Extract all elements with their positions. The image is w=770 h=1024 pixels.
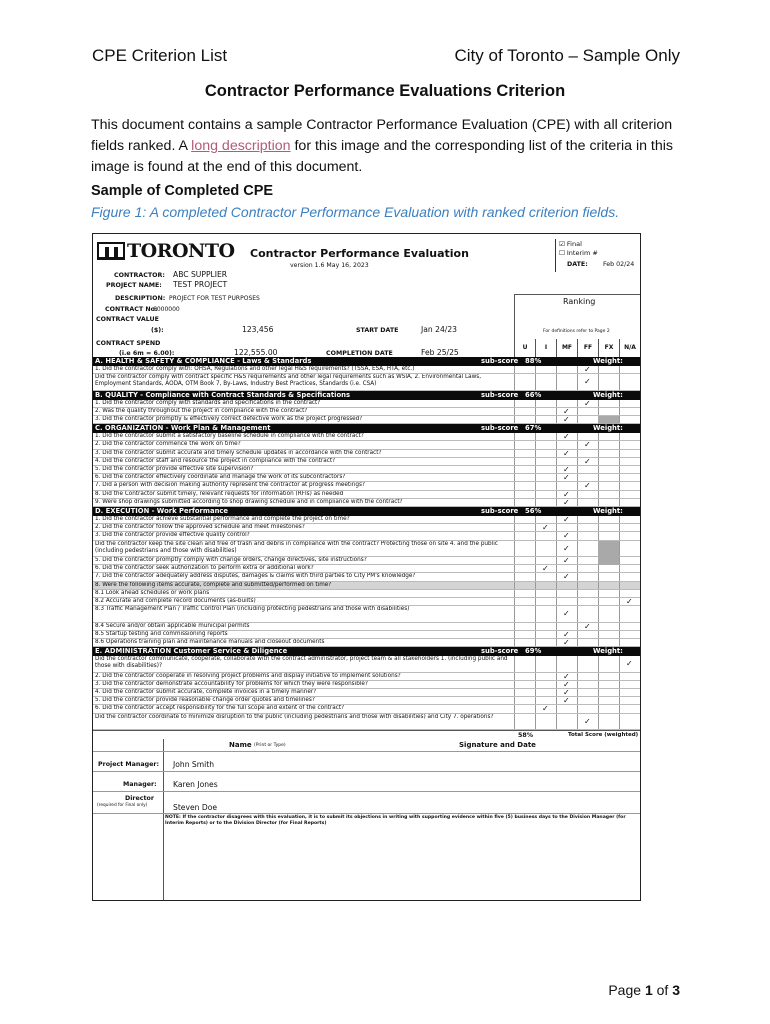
project-manager-label: Project Manager:: [98, 761, 160, 768]
completion-date-label: COMPLETION DATE: [326, 350, 393, 357]
director-sub: (required for Final only): [97, 803, 148, 808]
rank-column-header: FF: [577, 339, 598, 357]
check-icon: ✓: [563, 572, 570, 582]
criterion-row: 2. Did the contractor commence the work on time? ✓: [93, 441, 640, 449]
contract-no-label: CONTRACT No:: [105, 306, 158, 313]
check-icon: ✓: [626, 597, 633, 607]
check-icon: ✓: [542, 704, 549, 714]
criterion-row: Did the contractor keep the site clean and free of trash and debris in compliance with the contract? Protecting those on site 4. and the public (including pedestrians and those with disabilities) ✓: [93, 541, 640, 557]
ranking-box: [514, 294, 640, 339]
check-icon: ✓: [584, 440, 591, 450]
long-description-link[interactable]: long description: [191, 138, 291, 154]
form-version: version 1.6 May 16, 2023: [290, 262, 369, 269]
header-organization: City of Toronto – Sample Only: [454, 46, 680, 65]
contractor-label: CONTRACTOR:: [114, 272, 165, 279]
criterion-row: 8.1 Look ahead schedules or work plans: [93, 590, 640, 598]
check-icon: ✓: [584, 365, 591, 375]
check-icon: ✓: [563, 696, 570, 706]
contractor-value: ABC SUPPLIER: [173, 270, 228, 279]
project-manager-value: John Smith: [173, 760, 215, 769]
criterion-row: 3. Did the contractor submit accurate and timely schedule updates in accordance with the contract? ✓: [93, 450, 640, 458]
criterion-row: 8. Were the following items accurate, complete and submitted/performed on time?: [93, 582, 640, 590]
check-icon: ✓: [584, 377, 591, 387]
check-icon: ✓: [563, 556, 570, 566]
criterion-row: 5. Did the contractor provide effective site supervision? ✓: [93, 466, 640, 474]
start-date-value: Jan 24/23: [421, 325, 458, 334]
start-date-label: START DATE: [356, 327, 399, 334]
contract-spend-value: 122,555.00: [234, 348, 278, 357]
criterion-row: 2. Was the quality throughout the project in compliance with the contract? ✓: [93, 408, 640, 416]
date-value: Feb 02/24: [603, 261, 635, 268]
total-score-row: 58% Total Score (weighted): [93, 730, 640, 739]
check-icon: ✓: [563, 679, 570, 689]
form-title: Contractor Performance Evaluation: [250, 247, 469, 260]
rank-column-header: MF: [556, 339, 577, 357]
director-value: Steven Doe: [173, 803, 218, 812]
check-icon: ✓: [563, 432, 570, 442]
criterion-row: 9. Were shop drawings submitted according to shop drawing schedule and in compliance with the contract? ✓: [93, 499, 640, 507]
rank-column-header: FX: [598, 339, 619, 357]
ranking-note: For definitions refer to Page 2: [543, 329, 610, 334]
completion-date-value: Feb 25/25: [421, 348, 459, 357]
rank-column-header: N/A: [619, 339, 640, 357]
interim-checkbox: ☐ Interim #: [559, 249, 598, 257]
criterion-row: 5. Did the contractor promptly comply with change orders, change directives, site instructions? ✓: [93, 557, 640, 565]
contract-value-value: 123,456: [242, 325, 274, 334]
criterion-row: 7. Did the contractor adequately address disputes, damages & claims with third parties to City PM's knowledge? ✓: [93, 573, 640, 581]
criterion-row: 6. Did the contractor seek authorization to perform extra or additional work? ✓: [93, 565, 640, 573]
check-icon: ✓: [584, 456, 591, 466]
check-icon: ✓: [584, 481, 591, 491]
check-icon: ✓: [542, 564, 549, 574]
check-icon: ✓: [563, 448, 570, 458]
criterion-row: 1. Did the contractor submit a satisfactory baseline schedule in compliance with the contract? ✓: [93, 433, 640, 441]
contract-spend-unit: (i.e 6m = 6.00):: [119, 350, 175, 357]
description-value: PROJECT FOR TEST PURPOSES: [169, 295, 260, 302]
check-icon: ✓: [626, 659, 633, 669]
contract-value-label: CONTRACT VALUE: [96, 316, 159, 323]
check-icon: ✓: [563, 543, 570, 553]
criterion-row: 2. Did the contractor follow the approved schedule and meet milestones? ✓: [93, 524, 640, 532]
check-icon: ✓: [563, 629, 570, 639]
signature-name-header: Name: [229, 741, 252, 749]
manager-value: Karen Jones: [173, 780, 218, 789]
check-icon: ✓: [563, 688, 570, 698]
criterion-row: 7. Did a person with decision making authority represent the contractor at progress meetings? ✓: [93, 482, 640, 490]
contract-no-value: 6000000: [153, 306, 180, 313]
figure-caption: Figure 1: A completed Contractor Performance Evaluation with ranked criterion fields.: [91, 204, 620, 220]
signature-date-header: Signature and Date: [459, 741, 536, 749]
disagreement-note: NOTE: If the contractor disagrees with this evaluation, it is to submit its objections in writing with supporting evidence within five (5) business days to the Division Manager (for Interim Reports) or to the Division Director (for Final Reports): [165, 815, 626, 826]
city-hall-icon: [97, 242, 125, 260]
check-icon: ✓: [563, 489, 570, 499]
criterion-row: 8.4 Secure and/or obtain applicable municipal permits ✓: [93, 623, 640, 631]
section-header: D. EXECUTION - Work Performance sub-score 56% Weight: 23.4%: [93, 507, 640, 516]
criterion-row: Did the contractor comply with contract specific H&S requirements and other legal requirements such as WSIA, 2. Environmental Laws, Employment Standards, AODA, OTM Book 7, By-Laws, Industry Best Practices, Standards (i.e. CSA) ✓: [93, 374, 640, 390]
section-header: A. HEALTH & SAFETY & COMPLIANCE - Laws & Standards sub-score 88% Weight: 25.1%: [93, 357, 640, 366]
ranking-title: Ranking: [563, 297, 596, 306]
contract-spend-label: CONTRACT SPEND: [96, 340, 161, 347]
rank-column-header: U: [514, 339, 535, 357]
criterion-row: 8.5 Startup testing and commissioning reports ✓: [93, 631, 640, 639]
check-icon: ✓: [563, 515, 570, 525]
check-icon: ✓: [584, 398, 591, 408]
section-header: B. QUALITY - Compliance with Contract Standards & Specifications sub-score 66% Weight: 25.1%: [93, 391, 640, 400]
description-label: DESCRIPTION:: [115, 295, 166, 302]
criterion-row: Did the contractor coordinate to minimize disruption to the public (including pedestrians and those with disabilities) and City 7. operations? ✓: [93, 714, 640, 730]
check-icon: ✓: [563, 415, 570, 425]
manager-label: Manager:: [123, 781, 157, 788]
section-header: C. ORGANIZATION - Work Plan & Management sub-score 67% Weight: 11.4%: [93, 424, 640, 433]
check-icon: ✓: [563, 497, 570, 507]
criterion-row: 2. Did the contractor cooperate in resolving project problems and display initiative to implement solutions? ✓: [93, 673, 640, 681]
criterion-row: 4. Did the contractor submit accurate, complete invoices in a timely manner? ✓: [93, 689, 640, 697]
criterion-row: 6. Did the contractor accept responsibility for the full scope and extent of the contract? ✓: [93, 705, 640, 713]
check-icon: ✓: [563, 638, 570, 648]
check-icon: ✓: [563, 465, 570, 475]
sample-heading: Sample of Completed CPE: [91, 183, 274, 199]
criterion-row: 8.2 Accurate and complete record documents (as-builts) ✓: [93, 598, 640, 606]
criterion-row: 3. Did the contractor promptly & effectively correct defective work as the project progressed? ✓: [93, 416, 640, 424]
header-title: CPE Criterion List: [92, 46, 228, 65]
date-label: DATE:: [567, 261, 588, 268]
criterion-row: 8.6 Operations training plan and maintenance manuals and closeout documents ✓: [93, 639, 640, 647]
project-value: TEST PROJECT: [173, 280, 228, 289]
check-icon: ✓: [563, 609, 570, 619]
check-icon: ✓: [563, 531, 570, 541]
criterion-row: 5. Did the contractor provide reasonable change order quotes and timelines? ✓: [93, 697, 640, 705]
signature-name-sub: (Print or Type): [254, 743, 286, 748]
check-icon: ✓: [584, 716, 591, 726]
check-icon: ✓: [563, 473, 570, 483]
criterion-row: 3. Did the contractor demonstrate accountability for problems for which they were responsible? ✓: [93, 681, 640, 689]
criterion-row: 1. Did the contractor comply with standards and specifications in the contract? ✓: [93, 400, 640, 408]
contract-value-unit: ($):: [151, 327, 164, 334]
criterion-row: 8.3 Traffic Management Plan / Traffic Control Plan (including protecting pedestrians and those with disabilities) ✓: [93, 606, 640, 622]
criterion-row: Did the contractor communicate, cooperate, collaborate with the contract administrator, project team & all stakeholders 1. (including public and those with disabilities)? ✓: [93, 656, 640, 672]
criterion-row: 4. Did the contractor staff and resource the project in compliance with the contract? ✓: [93, 458, 640, 466]
section-header: E. ADMINISTRATION Customer Service & Diligence sub-score 69% Weight: 15.1%: [93, 647, 640, 656]
check-icon: ✓: [563, 406, 570, 416]
cpe-form-image: [92, 233, 641, 901]
check-icon: ✓: [584, 621, 591, 631]
director-label: Director: [125, 795, 154, 802]
intro-paragraph: This document contains a sample Contractor Performance Evaluation (CPE) with all criterion fields ranked. A long description for this image and the corresponding list of the criteria in this image is found at the end of this document.: [91, 117, 674, 175]
final-checkbox: ☑ Final: [559, 240, 582, 248]
rank-column-header: I: [535, 339, 556, 357]
page-number: Page 1 of 3: [608, 982, 680, 998]
criterion-row: 1. Did the contractor comply with: OHSA, Regulations and other legal H&S requirements? (TSSA, ESA, HTA, etc.) ✓: [93, 366, 640, 374]
page-title: Contractor Performance Evaluations Criterion: [204, 82, 566, 100]
check-icon: ✓: [542, 523, 549, 533]
toronto-logo: TORONTO: [97, 240, 235, 262]
criterion-row: 1. Did the contractor achieve substantial performance and complete the project on time? ✓: [93, 516, 640, 524]
criterion-row: 3. Did the contractor provide effective quality control? ✓: [93, 532, 640, 540]
check-icon: ✓: [563, 671, 570, 681]
criterion-row: 6. Did the contractor effectively coordinate and manage the work of its subcontractors? ✓: [93, 474, 640, 482]
criterion-row: 8. Did the Contractor submit timely, relevant requests for information (RFIs) as needed ✓: [93, 491, 640, 499]
project-label: PROJECT NAME:: [106, 282, 162, 289]
